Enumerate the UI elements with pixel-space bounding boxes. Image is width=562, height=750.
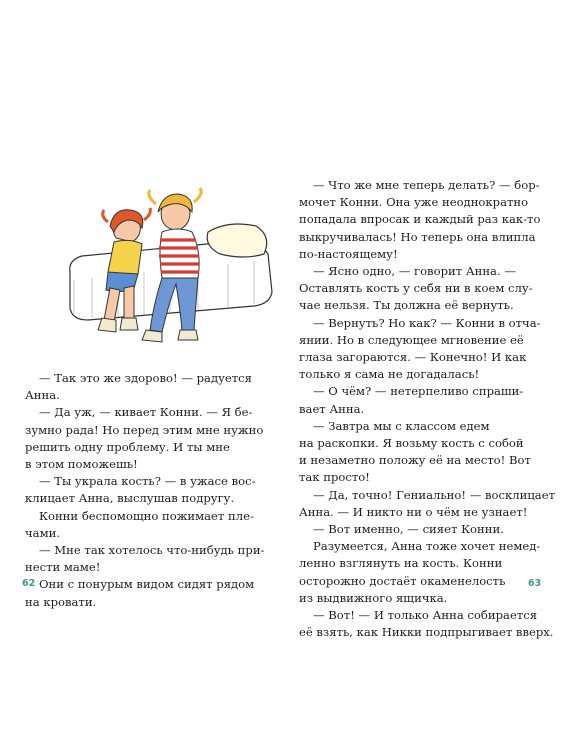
text-line: зумно рада! Но перед этим мне нужно	[25, 422, 264, 437]
text-line: — Так это же здорово! — радуется	[39, 371, 252, 385]
text-line: из выдвижного ящичка.	[299, 590, 448, 605]
text-line: Они с понурым видом сидят рядом	[39, 577, 255, 592]
text-line: — Вот! — И только Анна собирается	[313, 608, 538, 623]
text-line: — Вот именно, — сияет Конни.	[313, 522, 504, 537]
text-line: так просто!	[299, 470, 370, 485]
text-line: глаза загораются. — Конечно! И как	[299, 350, 527, 365]
text-line: чае нельзя. Ты должна её вернуть.	[299, 298, 514, 313]
text-line: на кровати.	[25, 594, 97, 609]
text-line: ленно взглянуть на кость. Конни	[299, 556, 503, 571]
text-line: Разумеется, Анна тоже хочет немед-	[313, 539, 541, 554]
text-line: мочет Конни. Она уже неоднократно	[299, 195, 529, 210]
text-line: янии. Но в следующее мгновение её	[299, 332, 524, 347]
text-line: Конни беспомощно пожимает пле-	[39, 508, 254, 523]
text-line: — Мне так хотелось что-нибудь при-	[39, 543, 265, 558]
text-line: клицает Анна, выслушав подругу.	[25, 491, 235, 506]
text-line: Оставлять кость у себя ни в коем слу-	[299, 281, 533, 296]
text-line: только я сама не догадалась!	[299, 367, 480, 382]
text-line: на раскопки. Я возьму кость с собой	[299, 436, 524, 451]
text-line: нести маме!	[25, 560, 101, 575]
text-line: Анна. — И никто ни о чём не узнает!	[299, 504, 528, 519]
right-page-text	[299, 177, 555, 641]
text-line: — Вернуть? Но как? — Конни в отча-	[313, 315, 541, 330]
page-number-right: 63	[528, 578, 542, 589]
text-line: вает Анна.	[299, 401, 365, 416]
text-line: — О чём? — нетерпеливо спраши-	[313, 384, 524, 399]
text-line: — Ты украла кость? — в ужасе вос-	[39, 474, 256, 489]
text-line: и незаметно положу её на место! Вот	[299, 453, 531, 468]
text-line: осторожно достаёт окаменелость	[299, 573, 506, 588]
text-line: выкручивалась! Но теперь она влипла	[299, 229, 536, 244]
text-line: её взять, как Никки подпрыгивает вверх.	[299, 625, 554, 640]
text-line: — Завтра мы с классом едем	[313, 418, 490, 433]
text-line: попадала впросак и каждый раз как-то	[299, 212, 541, 227]
text-line: в этом поможешь!	[25, 457, 138, 472]
left-page-text	[25, 370, 280, 611]
text-line: — Что же мне теперь делать? — бор-	[313, 178, 540, 192]
page-number-left: 62	[22, 578, 36, 589]
text-line: — Ясно одно, — говорит Анна. —	[313, 264, 516, 279]
text-line: Анна.	[25, 388, 60, 403]
text-line: решить одну проблему. И ты мне	[25, 439, 230, 454]
text-line: — Да уж, — кивает Конни. — Я бе-	[39, 405, 253, 420]
text-line: чами.	[25, 525, 61, 540]
girls-on-bed-illustration	[58, 180, 278, 355]
text-line: — Да, точно! Гениально! — восклицает	[313, 487, 555, 502]
text-line: по-настоящему!	[299, 246, 398, 261]
